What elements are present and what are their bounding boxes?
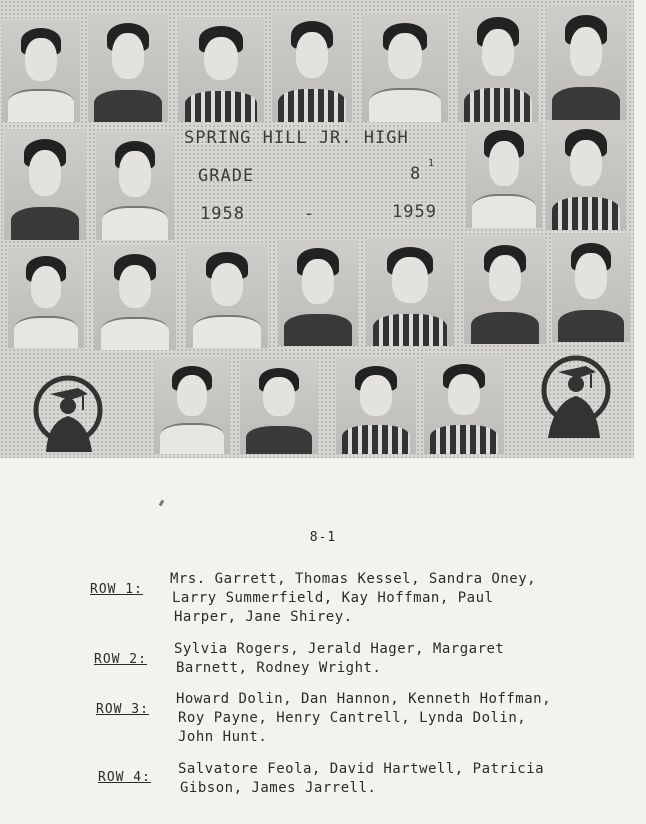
portrait bbox=[458, 8, 538, 122]
graduate-silhouette-icon bbox=[540, 352, 616, 438]
portrait bbox=[362, 14, 448, 122]
school-name: SPRING HILL JR. HIGH bbox=[184, 128, 409, 148]
row-names-line: Harper, Jane Shirey. bbox=[174, 609, 353, 625]
portrait bbox=[154, 358, 230, 454]
row-names-line: John Hunt. bbox=[178, 729, 268, 745]
row-names-line: Howard Dolin, Dan Hannon, Kenneth Hoffman, bbox=[176, 691, 552, 707]
row-label: ROW 1: bbox=[90, 582, 143, 597]
portrait bbox=[240, 360, 318, 454]
portrait bbox=[552, 234, 630, 342]
row-2-caption bbox=[0, 640, 646, 680]
year-start: 1958 bbox=[200, 204, 245, 224]
row-3-caption bbox=[0, 690, 646, 750]
portrait bbox=[88, 14, 168, 122]
portrait bbox=[278, 240, 358, 346]
portrait bbox=[94, 246, 176, 350]
grade-superscript: 1 bbox=[428, 158, 436, 169]
row-label: ROW 2: bbox=[94, 652, 147, 667]
portrait bbox=[178, 18, 264, 122]
row-names-line: Barnett, Rodney Wright. bbox=[176, 660, 382, 676]
portrait bbox=[96, 132, 174, 240]
row-1-caption bbox=[0, 570, 646, 630]
row-names-line: Larry Summerfield, Kay Hoffman, Paul bbox=[172, 590, 494, 606]
graduate-silhouette-icon bbox=[30, 374, 106, 452]
row-4-caption bbox=[0, 760, 646, 800]
row-names-line: Sylvia Rogers, Jerald Hager, Margaret bbox=[174, 641, 505, 657]
row-names-line: Mrs. Garrett, Thomas Kessel, Sandra Oney, bbox=[170, 571, 537, 587]
portrait bbox=[546, 120, 626, 230]
portrait bbox=[466, 122, 542, 228]
class-id: 8-1 bbox=[309, 530, 337, 545]
row-label: ROW 3: bbox=[96, 702, 149, 717]
portrait bbox=[4, 130, 86, 240]
yearbook-title-block bbox=[178, 124, 458, 234]
portrait bbox=[272, 12, 352, 122]
grade-value: 8 bbox=[410, 164, 422, 184]
row-names-line: Salvatore Feola, David Hartwell, Patricia bbox=[178, 761, 545, 777]
portrait bbox=[366, 238, 454, 346]
print-speck bbox=[159, 500, 165, 507]
portrait bbox=[424, 356, 504, 454]
portrait bbox=[186, 244, 268, 348]
grade-label: GRADE bbox=[198, 166, 255, 186]
portrait bbox=[8, 248, 84, 348]
year-dash: - bbox=[304, 204, 316, 224]
portrait bbox=[336, 358, 416, 454]
row-label: ROW 4: bbox=[98, 770, 151, 785]
portrait bbox=[2, 20, 80, 122]
year-end: 1959 bbox=[392, 202, 437, 222]
row-names-line: Gibson, James Jarrell. bbox=[180, 780, 377, 796]
portrait bbox=[546, 6, 626, 122]
portrait bbox=[464, 236, 546, 344]
row-names-line: Roy Payne, Henry Cantrell, Lynda Dolin, bbox=[178, 710, 527, 726]
